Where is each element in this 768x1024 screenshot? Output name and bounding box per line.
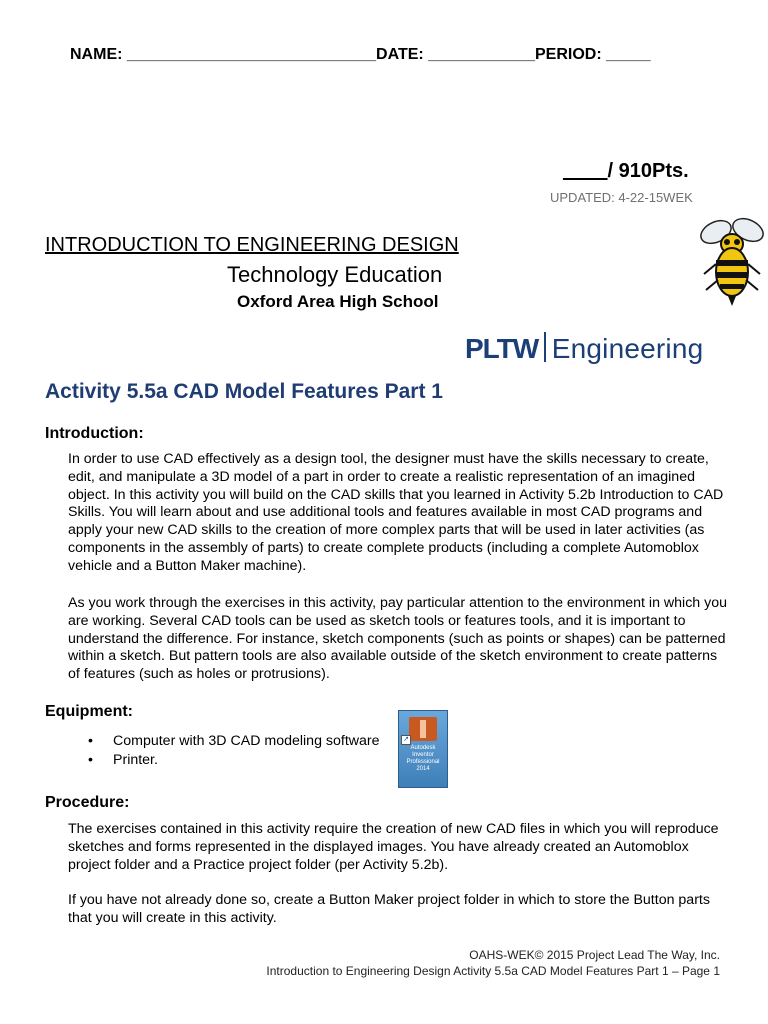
pltw-brand: PLTW bbox=[465, 333, 539, 364]
pltw-engineering-logo bbox=[465, 332, 703, 365]
date-label: DATE: bbox=[376, 46, 424, 63]
score-line bbox=[563, 160, 689, 183]
procedure-heading: Procedure: bbox=[45, 794, 130, 811]
name-label: NAME: bbox=[70, 46, 123, 63]
equipment-item-printer: • Printer. bbox=[88, 751, 380, 770]
inventor-icon-caption: Autodesk Inventor Professional 2014 bbox=[406, 745, 440, 772]
footer-page-info: Introduction to Engineering Design Activity 5.5a CAD Model Features Part 1 – Page 1 bbox=[266, 964, 720, 978]
student-info-line bbox=[70, 46, 651, 64]
course-title: INTRODUCTION TO ENGINEERING DESIGN bbox=[45, 234, 459, 256]
school-name: Oxford Area High School bbox=[237, 292, 439, 311]
name-blank: ____________________________ bbox=[126, 46, 377, 63]
hornet-mascot-icon bbox=[692, 214, 768, 306]
procedure-paragraph-1: The exercises contained in this activity require the creation of new CAD files in which you will reproduce sketches and forms represented in the displayed images. You have already created an Automoblox project folder and a Practice project folder (per Activity 5.2b). bbox=[68, 821, 719, 873]
equipment-list bbox=[88, 732, 380, 770]
inventor-app-icon bbox=[398, 710, 448, 788]
score-total: / 910Pts. bbox=[607, 160, 689, 182]
equipment-heading: Equipment: bbox=[45, 703, 133, 720]
introduction-paragraph-2: As you work through the exercises in this activity, pay particular attention to the environment in which you are working. Several CAD tools can be used as sketch tools or features tools, and it is important to understand the difference. For instance, sketch components (such as points or shapes) can be patterned within a sketch. But pattern tools are also available outside of the sketch environment to create patterns of features (such as holes or protrusions). bbox=[68, 595, 727, 683]
period-label: PERIOD: bbox=[534, 46, 602, 63]
inventor-logo-icon bbox=[409, 717, 437, 741]
introduction-heading: Introduction: bbox=[45, 425, 144, 442]
score-blank: ____ bbox=[563, 160, 608, 182]
equipment-item-computer: • Computer with 3D CAD modeling software bbox=[88, 732, 380, 751]
department-title: Technology Education bbox=[227, 262, 443, 287]
activity-title: Activity 5.5a CAD Model Features Part 1 bbox=[45, 380, 443, 403]
footer-copyright: OAHS-WEK© 2015 Project Lead The Way, Inc. bbox=[469, 948, 720, 962]
period-blank: _____ bbox=[606, 46, 651, 63]
logo-divider bbox=[544, 332, 546, 362]
date-blank: ____________ bbox=[428, 46, 535, 63]
introduction-paragraph-1: In order to use CAD effectively as a design tool, the designer must have the skills necessary to create, edit, and manipulate a 3D model of a part in order to create a realistic representation of an imagined object. In this activity you will build on the CAD skills that you learned in Activity 5.2b Introduction to CAD Skills. You will learn about and use additional tools and features available in most CAD programs and apply your new CAD skills to the creation of more complex parts that will be used in later activities (as components in the assembly of parts) to create complete products (including a complete Automoblox vehicle and a Button Maker machine). bbox=[68, 451, 724, 574]
procedure-paragraph-2: If you have not already done so, create a Button Maker project folder in which to store the Button parts that you will create in this activity. bbox=[68, 892, 710, 926]
shortcut-arrow-icon: ↗ bbox=[401, 735, 411, 745]
updated-note: UPDATED: 4-22-15WEK bbox=[550, 190, 693, 205]
pltw-word: Engineering bbox=[551, 333, 704, 364]
